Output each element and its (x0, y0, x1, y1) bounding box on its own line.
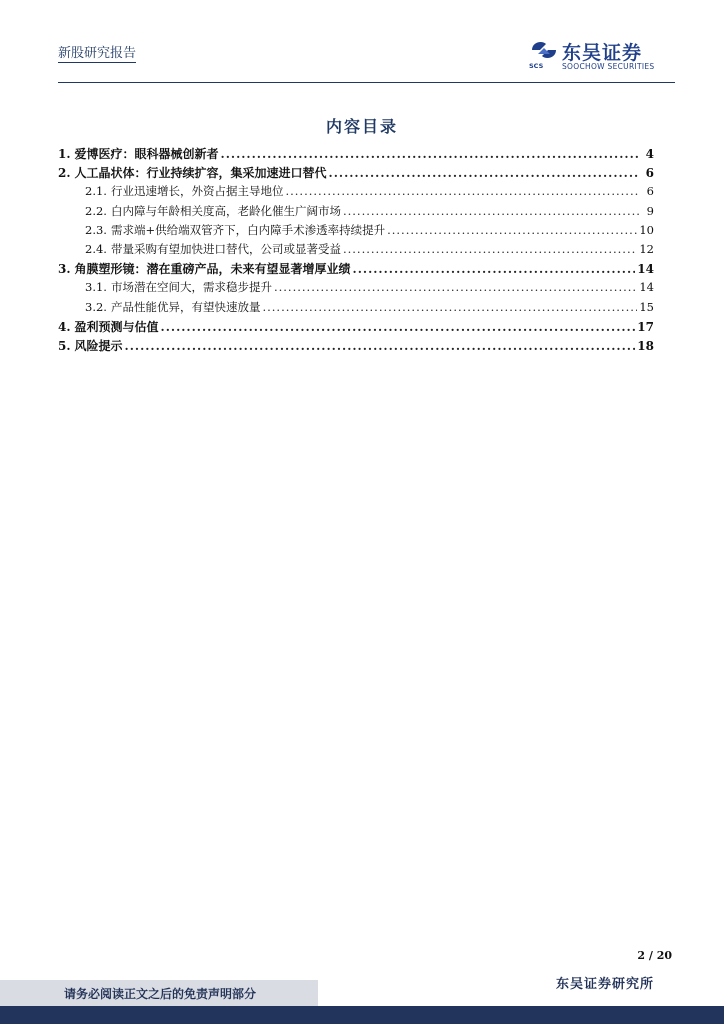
toc-leader-dots (125, 339, 636, 353)
toc-entry-text: 产品性能优异，有望快速放量 (110, 299, 261, 314)
toc-entry-page: 6 (646, 184, 654, 199)
footer-bar (0, 1006, 724, 1024)
toc-entry-page: 14 (637, 262, 654, 277)
toc-entry-number: 3. (58, 262, 71, 277)
toc-entry-text: 行业迅速增长，外资占据主导地位 (110, 184, 284, 199)
toc-subentry[interactable] (58, 183, 654, 202)
toc-leader-dots (262, 300, 637, 314)
toc-entry[interactable] (58, 337, 654, 356)
company-logo (528, 38, 678, 74)
toc-subentry[interactable] (58, 241, 654, 260)
toc-entry-text: 人工晶状体：行业持续扩容，集采加速进口替代 (74, 166, 327, 181)
toc-leader-dots (343, 204, 640, 218)
table-of-contents (58, 145, 654, 356)
toc-leader-dots (221, 147, 640, 161)
logo-name-cn: 东吴证券 (562, 42, 643, 64)
toc-leader-dots (285, 184, 640, 198)
toc-entry-text: 爱博医疗：眼科器械创新者 (74, 147, 219, 161)
footer-institute: 东吴证券研究所 (555, 977, 654, 992)
toc-entry[interactable] (58, 318, 654, 337)
toc-leader-dots (353, 262, 636, 276)
toc-entry-text: 需求端+供给端双管齐下，白内障手术渗透率持续提升 (110, 222, 386, 237)
toc-entry-number: 2. (58, 166, 71, 181)
toc-entry-number: 4. (58, 319, 71, 334)
toc-title: 内容目录 (325, 117, 398, 136)
header-divider (58, 82, 675, 83)
toc-leader-dots (161, 320, 636, 334)
report-type-label: 新股研究报告 (58, 42, 136, 63)
toc-entry-number: 2.1. (85, 184, 107, 199)
toc-subentry[interactable] (58, 222, 654, 241)
toc-subentry[interactable] (58, 299, 654, 318)
footer-disclaimer: 请务必阅读正文之后的免责声明部分 (64, 987, 257, 1001)
toc-entry-page: 10 (639, 222, 654, 237)
toc-entry-number: 1. (58, 147, 71, 161)
logo-name-en: SOOCHOW SECURITIES (562, 62, 655, 71)
toc-entry[interactable] (58, 164, 654, 183)
toc-entry-page: 15 (639, 299, 654, 314)
toc-entry-page: 12 (639, 241, 654, 256)
toc-entry-page: 6 (645, 166, 654, 181)
toc-entry-text: 市场潜在空间大，需求稳步提升 (110, 280, 272, 295)
toc-subentry[interactable] (58, 203, 654, 222)
toc-entry-text: 盈利预测与估值 (74, 319, 159, 334)
toc-entry-number: 5. (58, 338, 71, 353)
toc-subentry[interactable] (58, 279, 654, 298)
scs-logo-icon (528, 38, 560, 62)
toc-leader-dots (387, 223, 637, 237)
toc-entry-page: 4 (645, 147, 654, 161)
toc-entry-number: 3.1. (85, 280, 107, 295)
toc-entry-number: 2.3. (85, 222, 107, 237)
toc-entry[interactable] (58, 260, 654, 279)
toc-entry[interactable] (58, 145, 654, 164)
toc-entry-page: 17 (637, 319, 654, 334)
toc-entry-number: 2.2. (85, 203, 107, 218)
toc-entry-text: 带量采购有望加快进口替代，公司或显著受益 (110, 241, 341, 256)
toc-entry-page: 9 (646, 203, 654, 218)
toc-entry-text: 风险提示 (74, 338, 123, 353)
toc-leader-dots (274, 280, 637, 294)
toc-leader-dots (343, 242, 637, 256)
toc-entry-number: 2.4. (85, 241, 107, 256)
toc-leader-dots (329, 166, 640, 180)
toc-entry-page: 14 (639, 280, 654, 295)
page-counter: 2 / 20 (637, 949, 672, 962)
toc-entry-text: 角膜塑形镜：潜在重磅产品，未来有望显著增厚业绩 (74, 262, 351, 277)
toc-entry-page: 18 (637, 338, 654, 353)
toc-entry-text: 白内障与年龄相关度高，老龄化催生广阔市场 (110, 203, 341, 218)
logo-abbr: SCS (529, 62, 544, 70)
toc-entry-number: 3.2. (85, 299, 107, 314)
